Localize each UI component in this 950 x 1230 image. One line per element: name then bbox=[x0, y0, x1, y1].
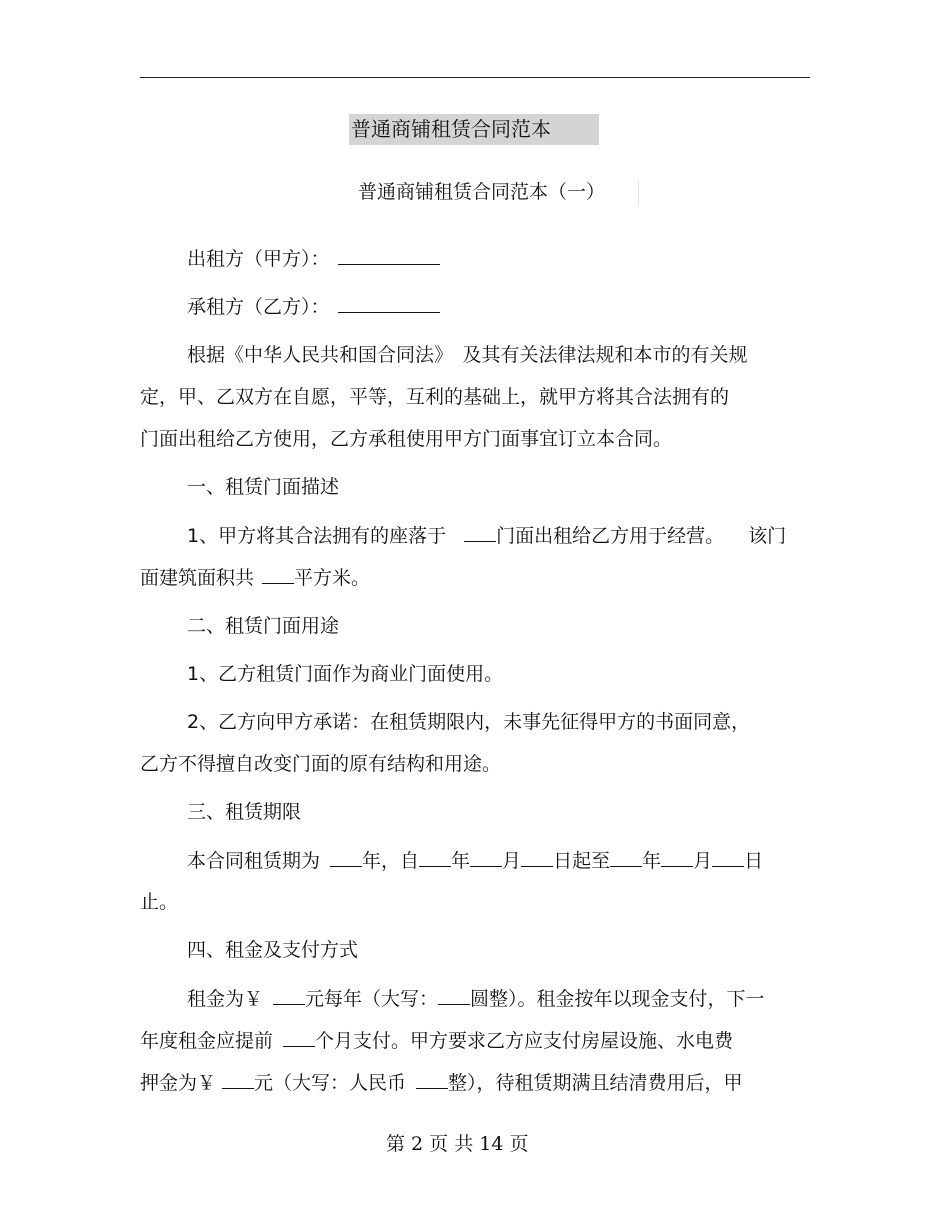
text-fragment: 年，自 bbox=[362, 850, 420, 872]
term-years-blank bbox=[330, 847, 362, 867]
section-heading: 一、租赁门面描述 bbox=[187, 476, 340, 498]
text-fragment: 圆整）。租金按年以现金支付，下一 bbox=[470, 988, 765, 1010]
deposit-uppercase-blank bbox=[416, 1069, 448, 1089]
lessor-line bbox=[187, 245, 440, 272]
text-fragment: 1、甲方将其合法拥有的座落于 bbox=[187, 525, 447, 547]
document-subtitle: 普通商铺租赁合同范本（一） bbox=[358, 181, 606, 203]
term-line-end: 止。 bbox=[140, 891, 179, 913]
advance-months-blank bbox=[283, 1027, 315, 1047]
text-fragment: 年度租金应提前 bbox=[140, 1030, 274, 1052]
text-fragment: 月 bbox=[502, 850, 522, 872]
text-fragment: 元每年（大写： bbox=[305, 988, 439, 1010]
text-fragment: 面建筑面积共 bbox=[140, 567, 255, 589]
lessor-blank bbox=[338, 245, 440, 265]
end-day-blank bbox=[712, 847, 744, 867]
section2-item2-line: 2、乙方向甲方承诺：在租赁期限内，未事先征得甲方的书面同意， bbox=[187, 711, 751, 733]
area-blank bbox=[262, 564, 294, 584]
text-fragment: 本合同租赁期为 bbox=[187, 850, 321, 872]
end-month-blank bbox=[661, 847, 693, 867]
preamble-line: 定，甲、乙双方在自愿，平等，互利的基础上，就甲方将其合法拥有的 bbox=[140, 386, 730, 408]
section1-item1-line2 bbox=[140, 564, 370, 591]
lessee-label: 承租方（乙方）： bbox=[187, 296, 330, 318]
document-title: 普通商铺租赁合同范本 bbox=[351, 117, 551, 141]
text-fragment: 个月支付。甲方要求乙方应支付房屋设施、水电费 bbox=[315, 1030, 734, 1052]
lessee-blank bbox=[338, 293, 440, 313]
end-year-blank bbox=[610, 847, 642, 867]
preamble-line: 根据《中华人民共和国合同法》 及其有关法律法规和本市的有关规 bbox=[187, 344, 748, 366]
lessor-label: 出租方（甲方）： bbox=[187, 248, 330, 270]
section1-item1-line1 bbox=[187, 522, 786, 549]
start-day-blank bbox=[521, 847, 553, 867]
text-fragment: 年 bbox=[451, 850, 471, 872]
subtitle-divider bbox=[638, 180, 639, 206]
section-heading: 二、租赁门面用途 bbox=[187, 615, 340, 637]
text-fragment: 押金为￥ bbox=[140, 1072, 217, 1094]
location-blank bbox=[464, 522, 496, 542]
text-fragment: 日起至 bbox=[553, 850, 611, 872]
rent-uppercase-blank bbox=[438, 985, 470, 1005]
text-fragment: 平方米。 bbox=[294, 567, 371, 589]
section2-item2-line: 乙方不得擅自改变门面的原有结构和用途。 bbox=[140, 753, 502, 775]
rent-line2 bbox=[140, 1027, 733, 1054]
page-number: 第 2 页 共 14 页 bbox=[386, 1133, 529, 1155]
preamble-line: 门面出租给乙方使用，乙方承租使用甲方门面事宜订立本合同。 bbox=[140, 428, 673, 450]
rent-amount-blank bbox=[273, 985, 305, 1005]
text-fragment: 元（大写：人民币 bbox=[254, 1072, 407, 1094]
term-line bbox=[187, 847, 763, 874]
rent-line3 bbox=[140, 1069, 743, 1096]
rent-line1 bbox=[187, 985, 765, 1012]
text-fragment: 日 bbox=[744, 850, 764, 872]
header-rule bbox=[140, 77, 810, 78]
start-year-blank bbox=[419, 847, 451, 867]
text-fragment: 年 bbox=[642, 850, 662, 872]
section-heading: 四、租金及支付方式 bbox=[187, 939, 359, 961]
lessee-line bbox=[187, 293, 440, 320]
deposit-amount-blank bbox=[222, 1069, 254, 1089]
start-month-blank bbox=[470, 847, 502, 867]
section2-item1: 1、乙方租赁门面作为商业门面使用。 bbox=[187, 663, 504, 685]
text-fragment: 租金为￥ bbox=[187, 988, 264, 1010]
section-heading: 三、租赁期限 bbox=[187, 801, 302, 823]
text-fragment: 月 bbox=[693, 850, 713, 872]
text-fragment: 该门 bbox=[748, 525, 787, 547]
text-fragment: 门面出租给乙方用于经营。 bbox=[496, 525, 725, 547]
text-fragment: 整），待租赁期满且结清费用后，甲 bbox=[448, 1072, 743, 1094]
